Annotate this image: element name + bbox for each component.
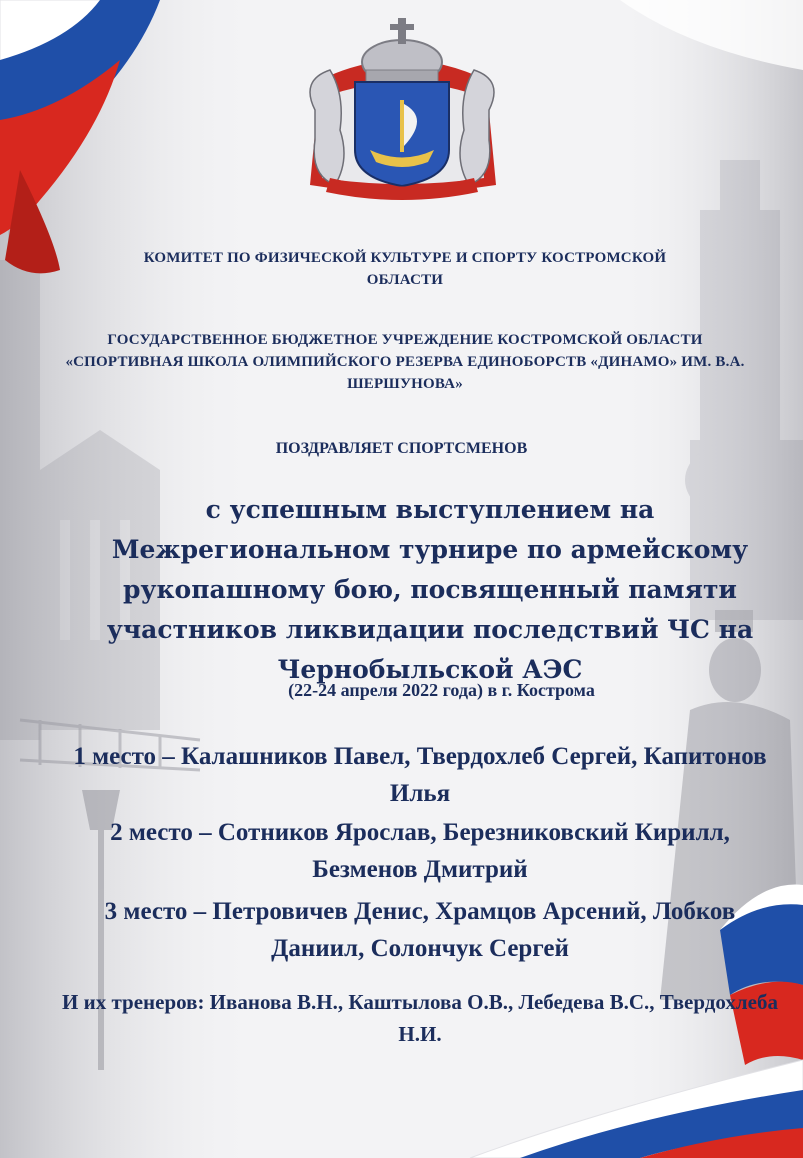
institution-name: ГОСУДАРСТВЕННОЕ БЮДЖЕТНОЕ УЧРЕЖДЕНИЕ КОСТРОМСКОЙ ОБЛАСТИ «СПОРТИВНАЯ ШКОЛА ОЛИМПИЙСКОГО РЕЗЕРВА ЕДИНОБОРСТВ «ДИНАМО» ИМ. В.А. ШЕРШУНОВА» [65, 332, 745, 392]
third-place: 3 место – Петровичев Денис, Храмцов Арсений, Лобков Даниил, Солончук Сергей [104, 898, 736, 962]
coaches-list: И их тренеров: Иванова В.Н., Каштылова О.В., Лебедева В.С., Твердохлеба Н.И. [62, 990, 778, 1046]
first-place: 1 место – Калашников Павел, Твердохлеб Сергей, Капитонов Илья [73, 743, 767, 807]
event-title: с успешным выступлением на Межрегиональном турнире по армейскому рукопашному бою, посвященный памяти участников ликвидации последствий ЧС на Чернобыльской АЭС [106, 495, 754, 684]
congratulates-heading: ПОЗДРАВЛЯЕТ СПОРТСМЕНОВ [275, 440, 528, 457]
event-date-place: (22-24 апреля 2022 года) в г. Кострома [288, 680, 595, 700]
second-place: 2 место – Сотников Ярослав, Березниковский Кирилл, Безменов Дмитрий [110, 819, 730, 883]
committee-name: КОМИТЕТ ПО ФИЗИЧЕСКОЙ КУЛЬТУРЕ И СПОРТУ КОСТРОМСКОЙ ОБЛАСТИ [143, 250, 667, 288]
